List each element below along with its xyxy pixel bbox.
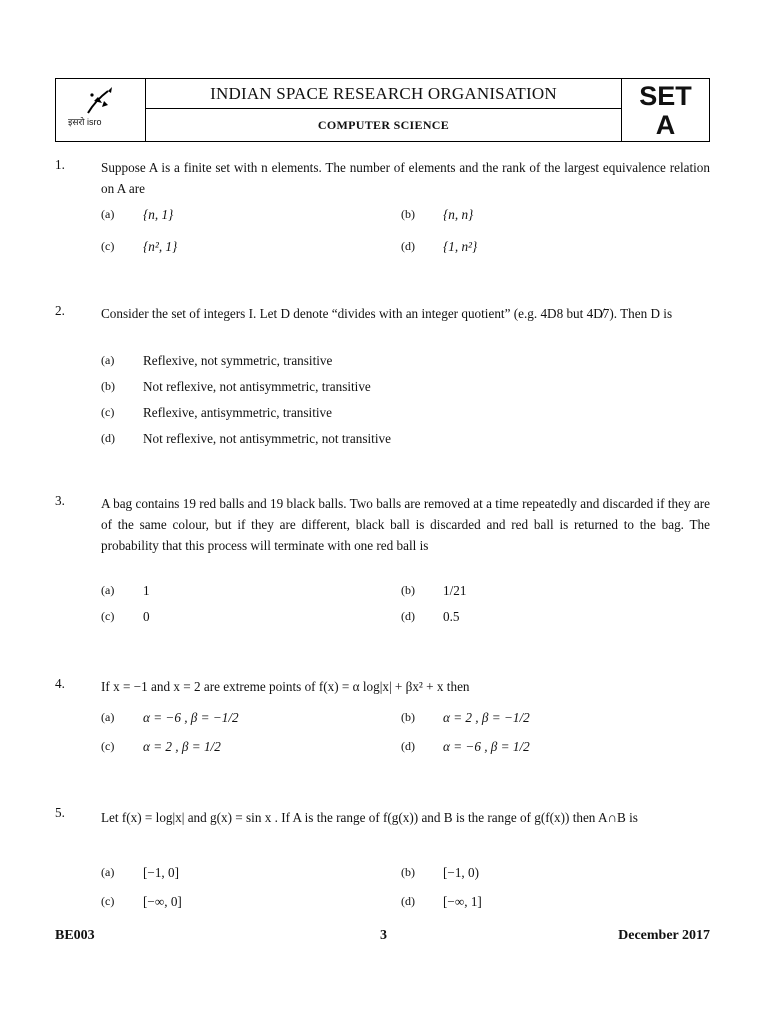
subject-title: COMPUTER SCIENCE (317, 118, 450, 132)
option-label: (d) (401, 739, 415, 753)
option-label: (a) (101, 710, 115, 724)
paper-code: BE003 (55, 928, 95, 943)
set-letter: A (655, 110, 676, 140)
question-text: Let f(x) = log|x| and g(x) = sin x . If A is the range of f(g(x)) and B is the range of g(f(x)) then A∩B is (101, 810, 638, 825)
option-label: (d) (401, 894, 415, 908)
option-label: (a) (101, 583, 115, 597)
option-value: [−1, 0) (443, 865, 480, 880)
logo-cell (56, 79, 146, 141)
option-label: (c) (101, 405, 115, 419)
option-label: (c) (101, 894, 115, 908)
question-number: 1. (55, 157, 65, 172)
option-value: Not reflexive, not antisymmetric, transitive (143, 379, 371, 394)
question-number: 5. (55, 805, 65, 820)
option-label: (a) (101, 353, 115, 367)
question-text: A bag contains 19 red balls and 19 black balls. Two balls are removed at a time repeatedly and discarded if they are of the same colour, but if they are different, black ball is discarded and red ball is returned to the bag. The probability that this process will terminate with one red ball is (101, 496, 710, 553)
header-table (55, 78, 710, 142)
question-number: 3. (55, 493, 65, 508)
option-label: (b) (401, 207, 415, 221)
question-number: 2. (55, 303, 65, 318)
option-value: α = 2 , β = 1/2 (143, 739, 221, 754)
option-label: (d) (101, 431, 115, 445)
question-text: Suppose A is a finite set with n elements. The number of elements and the rank of the largest equivalence relation on A are (101, 160, 710, 196)
option-label: (c) (101, 609, 115, 623)
question-text: Consider the set of integers I. Let D denote “divides with an integer quotient” (e.g. 4D8 but 4D̸7). Then D is (101, 306, 673, 321)
option-label: (d) (401, 609, 415, 623)
option-value: 0.5 (443, 609, 460, 624)
option-value: Reflexive, antisymmetric, transitive (143, 405, 332, 420)
option-label: (d) (401, 239, 415, 253)
option-value: α = −6 , β = 1/2 (443, 739, 530, 754)
option-value: [−∞, 0] (143, 894, 182, 909)
option-value: [−∞, 1] (443, 894, 482, 909)
option-label: (b) (401, 865, 415, 879)
option-value: {n, n} (443, 207, 474, 222)
option-label: (c) (101, 239, 115, 253)
option-label: (b) (401, 583, 415, 597)
option-label: (b) (401, 710, 415, 724)
question-number: 4. (55, 676, 65, 691)
option-label: (c) (101, 739, 115, 753)
isro-logo-icon (78, 85, 124, 117)
option-value: α = 2 , β = −1/2 (443, 710, 530, 725)
header-title-cell (146, 79, 622, 141)
option-value: {n, 1} (143, 207, 174, 222)
exam-date: December 2017 (618, 928, 710, 943)
option-value: Not reflexive, not antisymmetric, not transitive (143, 431, 391, 446)
option-value: Reflexive, not symmetric, transitive (143, 353, 333, 368)
option-value: 0 (143, 609, 150, 624)
option-label: (b) (101, 379, 115, 393)
option-value: {1, n²} (443, 239, 478, 254)
option-value: [−1, 0] (143, 865, 180, 880)
option-label: (a) (101, 865, 115, 879)
logo-text: इसरो isro (68, 117, 102, 127)
page-number: 3 (380, 928, 387, 943)
option-value: {n², 1} (143, 239, 178, 254)
question-text: If x = −1 and x = 2 are extreme points of f(x) = α log|x| + βx² + x then (101, 679, 470, 694)
set-label: SET (639, 81, 692, 111)
option-value: 1 (143, 583, 150, 598)
organisation-title: INDIAN SPACE RESEARCH ORGANISATION (146, 79, 621, 109)
option-label: (a) (101, 207, 115, 221)
option-value: 1/21 (443, 583, 467, 598)
page-footer (55, 928, 710, 948)
set-badge (622, 79, 709, 141)
option-value: α = −6 , β = −1/2 (143, 710, 239, 725)
